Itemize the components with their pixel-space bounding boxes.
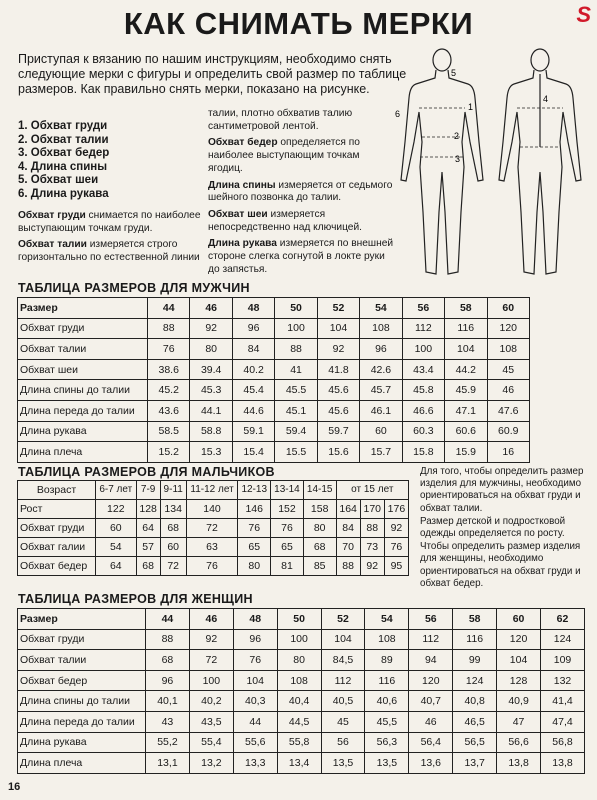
table-cell: 108	[277, 670, 321, 691]
description-left	[18, 210, 208, 269]
table-cell: 40,8	[453, 691, 497, 712]
table-cell: 44.1	[190, 400, 232, 421]
table-cell: 56,8	[541, 732, 585, 753]
table-cell: 108	[360, 318, 402, 339]
table-cell: 116	[445, 318, 487, 339]
table-cell: 40,4	[277, 691, 321, 712]
table-row	[18, 557, 409, 576]
table-cell: 46,5	[453, 711, 497, 732]
term-text: снимается по наиболее выступающим точкам груди.	[18, 210, 201, 234]
brand-logo: S	[576, 2, 591, 27]
table-cell: 13,1	[146, 753, 190, 774]
table-cell: 112	[402, 318, 444, 339]
table-cell: 57	[136, 538, 160, 557]
table-cell: 88	[336, 557, 360, 576]
table-cell: 40.2	[232, 359, 274, 380]
description-paragraph	[208, 209, 396, 234]
description-paragraph	[208, 180, 396, 205]
table-cell: 56,5	[453, 732, 497, 753]
table-cell: 96	[360, 339, 402, 360]
term: Длина рукава	[208, 238, 277, 250]
table-cell: 60.9	[487, 421, 530, 442]
table-cell: 47.1	[445, 400, 487, 421]
table-cell: 108	[487, 339, 530, 360]
table-cell: 80	[303, 519, 336, 538]
table-cell: 40,2	[189, 691, 233, 712]
boys-table-title: ТАБЛИЦА РАЗМЕРОВ ДЛЯ МАЛЬЧИКОВ	[18, 465, 275, 479]
table-cell: 15.6	[317, 442, 359, 463]
measurement-figures-illustration	[390, 42, 595, 287]
table-cell: 89	[365, 650, 409, 671]
row-label: Обхват груди	[18, 629, 146, 650]
table-cell: 56,4	[409, 732, 453, 753]
table-cell: 46.1	[360, 400, 402, 421]
table-cell: 88	[148, 318, 190, 339]
table-cell: 55,8	[277, 732, 321, 753]
table-cell: 14-15	[303, 481, 336, 500]
table-cell: 128	[497, 670, 541, 691]
table-cell: 56	[321, 732, 365, 753]
front-figure	[401, 49, 483, 274]
table-cell: 170	[360, 500, 384, 519]
table-cell: 56	[409, 609, 453, 630]
table-row	[18, 359, 530, 380]
table-cell: 104	[497, 650, 541, 671]
table-cell: 43,5	[189, 711, 233, 732]
table-row	[18, 650, 585, 671]
table-cell: 15.7	[360, 442, 402, 463]
table-cell: 60	[360, 421, 402, 442]
table-cell: 72	[186, 519, 238, 538]
table-cell: 120	[487, 318, 530, 339]
table-cell: 124	[541, 629, 585, 650]
table-cell: 68	[146, 650, 190, 671]
note-paragraph: Для того, чтобы определить размер изделия для мужчины, необходимо ориентироваться на обхват груди и обхват талии.	[420, 466, 584, 514]
table-cell: 76	[186, 557, 238, 576]
term: Обхват шеи	[208, 208, 268, 220]
table-cell: 43	[146, 711, 190, 732]
table-row	[18, 400, 530, 421]
intro-text: Приступая к вязанию по нашим инструкциям, необходимо снять следующие мерки с фигуры и определить свой размер по таблице размеров. Как правильно снять мерки, показано на рисунке.	[18, 52, 407, 96]
note-paragraph: Чтобы определить размер изделия для женщины, необходимо ориентироваться на обхват груди и обхват бедер.	[420, 541, 581, 589]
table-cell: 85	[303, 557, 336, 576]
table-cell: 45.9	[445, 380, 487, 401]
table-cell: 13,7	[453, 753, 497, 774]
table-cell: 45.3	[190, 380, 232, 401]
boys-size-table	[17, 480, 409, 576]
table-cell: 42.6	[360, 359, 402, 380]
table-cell: 76	[148, 339, 190, 360]
table-cell: 15.9	[445, 442, 487, 463]
marker-6: 6	[395, 109, 401, 119]
term: Длина спины	[208, 179, 276, 191]
table-cell: от 15 лет	[336, 481, 408, 500]
table-cell: 7-9	[136, 481, 160, 500]
table-cell: 45.6	[317, 400, 359, 421]
table-cell: 140	[186, 500, 238, 519]
table-cell: 104	[233, 670, 277, 691]
table-cell: 59.1	[232, 421, 274, 442]
table-cell: 104	[445, 339, 487, 360]
desc-lead: талии, плотно обхватив талию сантиметровой лентой.	[208, 108, 353, 132]
table-cell: 84	[232, 339, 274, 360]
table-cell: 45.1	[275, 400, 317, 421]
table-cell: 92	[317, 339, 359, 360]
table-cell: 13,3	[233, 753, 277, 774]
table-cell: 76	[233, 650, 277, 671]
table-row	[18, 519, 409, 538]
table-cell: 39.4	[190, 359, 232, 380]
table-cell: 76	[271, 519, 304, 538]
table-cell: 44	[146, 609, 190, 630]
table-cell: 46	[487, 380, 530, 401]
table-cell: 46.6	[402, 400, 444, 421]
table-cell: 44	[233, 711, 277, 732]
table-cell: 55,2	[146, 732, 190, 753]
marker-1: 1	[468, 102, 474, 112]
table-row	[18, 691, 585, 712]
description-right	[208, 108, 396, 280]
table-cell: 134	[160, 500, 186, 519]
table-cell: 47	[497, 711, 541, 732]
table-cell: 64	[136, 519, 160, 538]
table-cell: 54	[96, 538, 137, 557]
table-cell: 72	[189, 650, 233, 671]
table-cell: 63	[186, 538, 238, 557]
table-cell: 55,4	[189, 732, 233, 753]
term-text: измеряется от седьмого шейного позвонка до талии.	[208, 179, 393, 204]
row-label: Обхват талии	[18, 339, 148, 360]
table-cell: 40,3	[233, 691, 277, 712]
table-cell: 58	[445, 298, 487, 319]
table-row	[18, 298, 530, 319]
table-cell: 116	[453, 629, 497, 650]
table-cell: 45.8	[402, 380, 444, 401]
table-cell: 158	[303, 500, 336, 519]
marker-5: 5	[451, 68, 457, 78]
row-label: Обхват бедер	[18, 557, 96, 576]
row-label: Обхват шеи	[18, 359, 148, 380]
measurement-item: 2. Обхват талии	[18, 133, 109, 146]
term-text: измеряется по внешней стороне слегка согнутой в локте руки до запястья.	[208, 238, 394, 275]
women-table-title: ТАБЛИЦА РАЗМЕРОВ ДЛЯ ЖЕНЩИН	[18, 592, 253, 606]
table-cell: 164	[336, 500, 360, 519]
table-row	[18, 442, 530, 463]
table-cell: 13,6	[409, 753, 453, 774]
term: Обхват бедер	[208, 137, 278, 149]
table-cell: 95	[384, 557, 408, 576]
table-cell: 104	[317, 318, 359, 339]
table-cell: 43.6	[148, 400, 190, 421]
table-cell: 132	[541, 670, 585, 691]
table-cell: 45.7	[360, 380, 402, 401]
table-cell: 44,5	[277, 711, 321, 732]
back-figure	[499, 49, 581, 274]
men-size-table	[17, 297, 530, 463]
table-cell: 124	[453, 670, 497, 691]
table-cell: 50	[277, 609, 321, 630]
row-label: Длина спины до талии	[18, 691, 146, 712]
table-cell: 60	[487, 298, 530, 319]
row-label: Обхват бедер	[18, 670, 146, 691]
table-cell: 12-13	[238, 481, 271, 500]
table-cell: 38.6	[148, 359, 190, 380]
table-cell: 40,5	[321, 691, 365, 712]
table-row	[18, 421, 530, 442]
table-cell: 60.3	[402, 421, 444, 442]
table-cell: 73	[360, 538, 384, 557]
table-cell: 15.2	[148, 442, 190, 463]
table-cell: 176	[384, 500, 408, 519]
table-cell: 100	[277, 629, 321, 650]
table-cell: 104	[321, 629, 365, 650]
table-cell: 40,7	[409, 691, 453, 712]
term: Обхват груди	[18, 210, 86, 221]
table-cell: 152	[271, 500, 304, 519]
table-cell: 6-7 лет	[96, 481, 137, 500]
table-cell: 88	[275, 339, 317, 360]
table-cell: 58.8	[190, 421, 232, 442]
table-row	[18, 670, 585, 691]
description-paragraph	[18, 210, 208, 235]
measurement-item: 5. Обхват шеи	[18, 174, 99, 187]
table-cell: 92	[384, 519, 408, 538]
table-row	[18, 339, 530, 360]
table-cell: 15.3	[190, 442, 232, 463]
row-label: Длина рукава	[18, 421, 148, 442]
row-label: Длина спины до талии	[18, 380, 148, 401]
table-cell: 55,6	[233, 732, 277, 753]
table-cell: 120	[409, 670, 453, 691]
row-label: Длина плеча	[18, 442, 148, 463]
table-cell: 80	[190, 339, 232, 360]
table-cell: 68	[136, 557, 160, 576]
description-paragraph	[208, 238, 396, 276]
table-cell: 11-12 лет	[186, 481, 238, 500]
table-cell: 52	[317, 298, 359, 319]
row-label: Обхват груди	[18, 318, 148, 339]
table-cell: 60	[497, 609, 541, 630]
table-cell: Возраст	[18, 481, 96, 500]
table-cell: 59.4	[275, 421, 317, 442]
table-cell: 76	[384, 538, 408, 557]
term-text: измеряется непосредственно над ключицей.	[208, 208, 362, 233]
table-cell: 41.8	[317, 359, 359, 380]
table-cell: 13,8	[541, 753, 585, 774]
table-cell: 62	[541, 609, 585, 630]
table-cell: 13,4	[277, 753, 321, 774]
table-cell: 54	[360, 298, 402, 319]
table-cell: 44.6	[232, 400, 274, 421]
measurement-item: 3. Обхват бедер	[18, 147, 110, 160]
table-row	[18, 380, 530, 401]
table-cell: 65	[238, 538, 271, 557]
measurement-item: 6. Длина рукава	[18, 187, 109, 200]
term-text: определяется по наиболее выступающим точкам ягодиц.	[208, 137, 360, 174]
table-cell: 13,5	[365, 753, 409, 774]
table-cell: 45.2	[148, 380, 190, 401]
table-cell: 99	[453, 650, 497, 671]
table-row	[18, 629, 585, 650]
table-cell: 48	[232, 298, 274, 319]
table-cell: 109	[541, 650, 585, 671]
measurement-item: 4. Длина спины	[18, 160, 108, 173]
table-cell: 13,2	[189, 753, 233, 774]
table-cell: 96	[232, 318, 274, 339]
note-paragraph: Размер детской и подростковой одежды определяется по росту.	[420, 515, 566, 540]
table-cell: 59.7	[317, 421, 359, 442]
table-cell: 56	[402, 298, 444, 319]
table-cell: 40,9	[497, 691, 541, 712]
row-label: Обхват талии	[18, 650, 146, 671]
sizing-note	[420, 466, 595, 591]
table-cell: 43.4	[402, 359, 444, 380]
table-row	[18, 500, 409, 519]
table-row	[18, 753, 585, 774]
table-cell: 16	[487, 442, 530, 463]
table-cell: 65	[271, 538, 304, 557]
table-cell: 68	[303, 538, 336, 557]
table-cell: 122	[96, 500, 137, 519]
table-cell: 60.6	[445, 421, 487, 442]
table-cell: 92	[360, 557, 384, 576]
table-cell: 100	[402, 339, 444, 360]
row-label: Длина переда до талии	[18, 711, 146, 732]
table-cell: 46	[190, 298, 232, 319]
table-cell: 13,8	[497, 753, 541, 774]
description-paragraph	[208, 137, 396, 175]
table-cell: 112	[409, 629, 453, 650]
table-cell: 84	[336, 519, 360, 538]
term: Обхват талии	[18, 239, 87, 251]
table-cell: 50	[275, 298, 317, 319]
page-title: КАК СНИМАТЬ МЕРКИ	[123, 6, 474, 41]
row-label: Размер	[18, 298, 148, 319]
table-cell: 76	[238, 519, 271, 538]
table-cell: 88	[360, 519, 384, 538]
table-cell: 56,6	[497, 732, 541, 753]
table-cell: 47.6	[487, 400, 530, 421]
table-cell: 9-11	[160, 481, 186, 500]
table-cell: 45.6	[317, 380, 359, 401]
table-cell: 108	[365, 629, 409, 650]
table-cell: 70	[336, 538, 360, 557]
table-cell: 88	[146, 629, 190, 650]
table-cell: 15.8	[402, 442, 444, 463]
table-cell: 146	[238, 500, 271, 519]
description-paragraph	[18, 239, 208, 264]
table-cell: 13,5	[321, 753, 365, 774]
page-number: 16	[8, 781, 21, 793]
table-cell: 44.2	[445, 359, 487, 380]
marker-4: 4	[543, 94, 549, 104]
table-cell: 15.4	[232, 442, 274, 463]
table-row	[18, 318, 530, 339]
table-cell: 48	[233, 609, 277, 630]
row-label: Обхват груди	[18, 519, 96, 538]
table-cell: 92	[190, 318, 232, 339]
table-cell: 81	[271, 557, 304, 576]
women-size-table	[17, 608, 585, 774]
row-label: Размер	[18, 609, 146, 630]
table-cell: 54	[365, 609, 409, 630]
table-cell: 112	[321, 670, 365, 691]
table-row	[18, 538, 409, 557]
table-cell: 128	[136, 500, 160, 519]
table-cell: 120	[497, 629, 541, 650]
table-cell: 80	[277, 650, 321, 671]
table-cell: 45.5	[275, 380, 317, 401]
table-cell: 100	[275, 318, 317, 339]
table-cell: 15.5	[275, 442, 317, 463]
table-cell: 44	[148, 298, 190, 319]
table-cell: 45,5	[365, 711, 409, 732]
row-label: Обхват галии	[18, 538, 96, 557]
table-row	[18, 609, 585, 630]
table-cell: 60	[160, 538, 186, 557]
marker-2: 2	[454, 131, 460, 141]
table-cell: 13-14	[271, 481, 304, 500]
marker-3: 3	[455, 154, 461, 164]
table-cell: 116	[365, 670, 409, 691]
table-cell: 96	[233, 629, 277, 650]
table-cell: 45.4	[232, 380, 274, 401]
table-row	[18, 711, 585, 732]
row-label: Рост	[18, 500, 96, 519]
measurements-list	[18, 120, 109, 202]
table-cell: 80	[238, 557, 271, 576]
table-cell: 68	[160, 519, 186, 538]
table-cell: 94	[409, 650, 453, 671]
table-cell: 41,4	[541, 691, 585, 712]
table-cell: 64	[96, 557, 137, 576]
table-cell: 45	[487, 359, 530, 380]
measurement-item: 1. Обхват груди	[18, 120, 108, 132]
table-cell: 96	[146, 670, 190, 691]
table-row	[18, 481, 409, 500]
table-cell: 47,4	[541, 711, 585, 732]
table-cell: 40,6	[365, 691, 409, 712]
table-cell: 100	[189, 670, 233, 691]
table-cell: 56,3	[365, 732, 409, 753]
table-cell: 41	[275, 359, 317, 380]
table-cell: 45	[321, 711, 365, 732]
table-cell: 60	[96, 519, 137, 538]
row-label: Длина плеча	[18, 753, 146, 774]
table-cell: 84,5	[321, 650, 365, 671]
table-cell: 52	[321, 609, 365, 630]
table-cell: 46	[409, 711, 453, 732]
term-text: измеряется строго горизонтально по естественной линии	[18, 239, 200, 264]
table-cell: 40,1	[146, 691, 190, 712]
row-label: Длина рукава	[18, 732, 146, 753]
row-label: Длина переда до талии	[18, 400, 148, 421]
table-cell: 92	[189, 629, 233, 650]
table-cell: 58.5	[148, 421, 190, 442]
men-table-title: ТАБЛИЦА РАЗМЕРОВ ДЛЯ МУЖЧИН	[18, 281, 250, 295]
table-cell: 46	[189, 609, 233, 630]
table-cell: 58	[453, 609, 497, 630]
table-row	[18, 732, 585, 753]
table-cell: 72	[160, 557, 186, 576]
